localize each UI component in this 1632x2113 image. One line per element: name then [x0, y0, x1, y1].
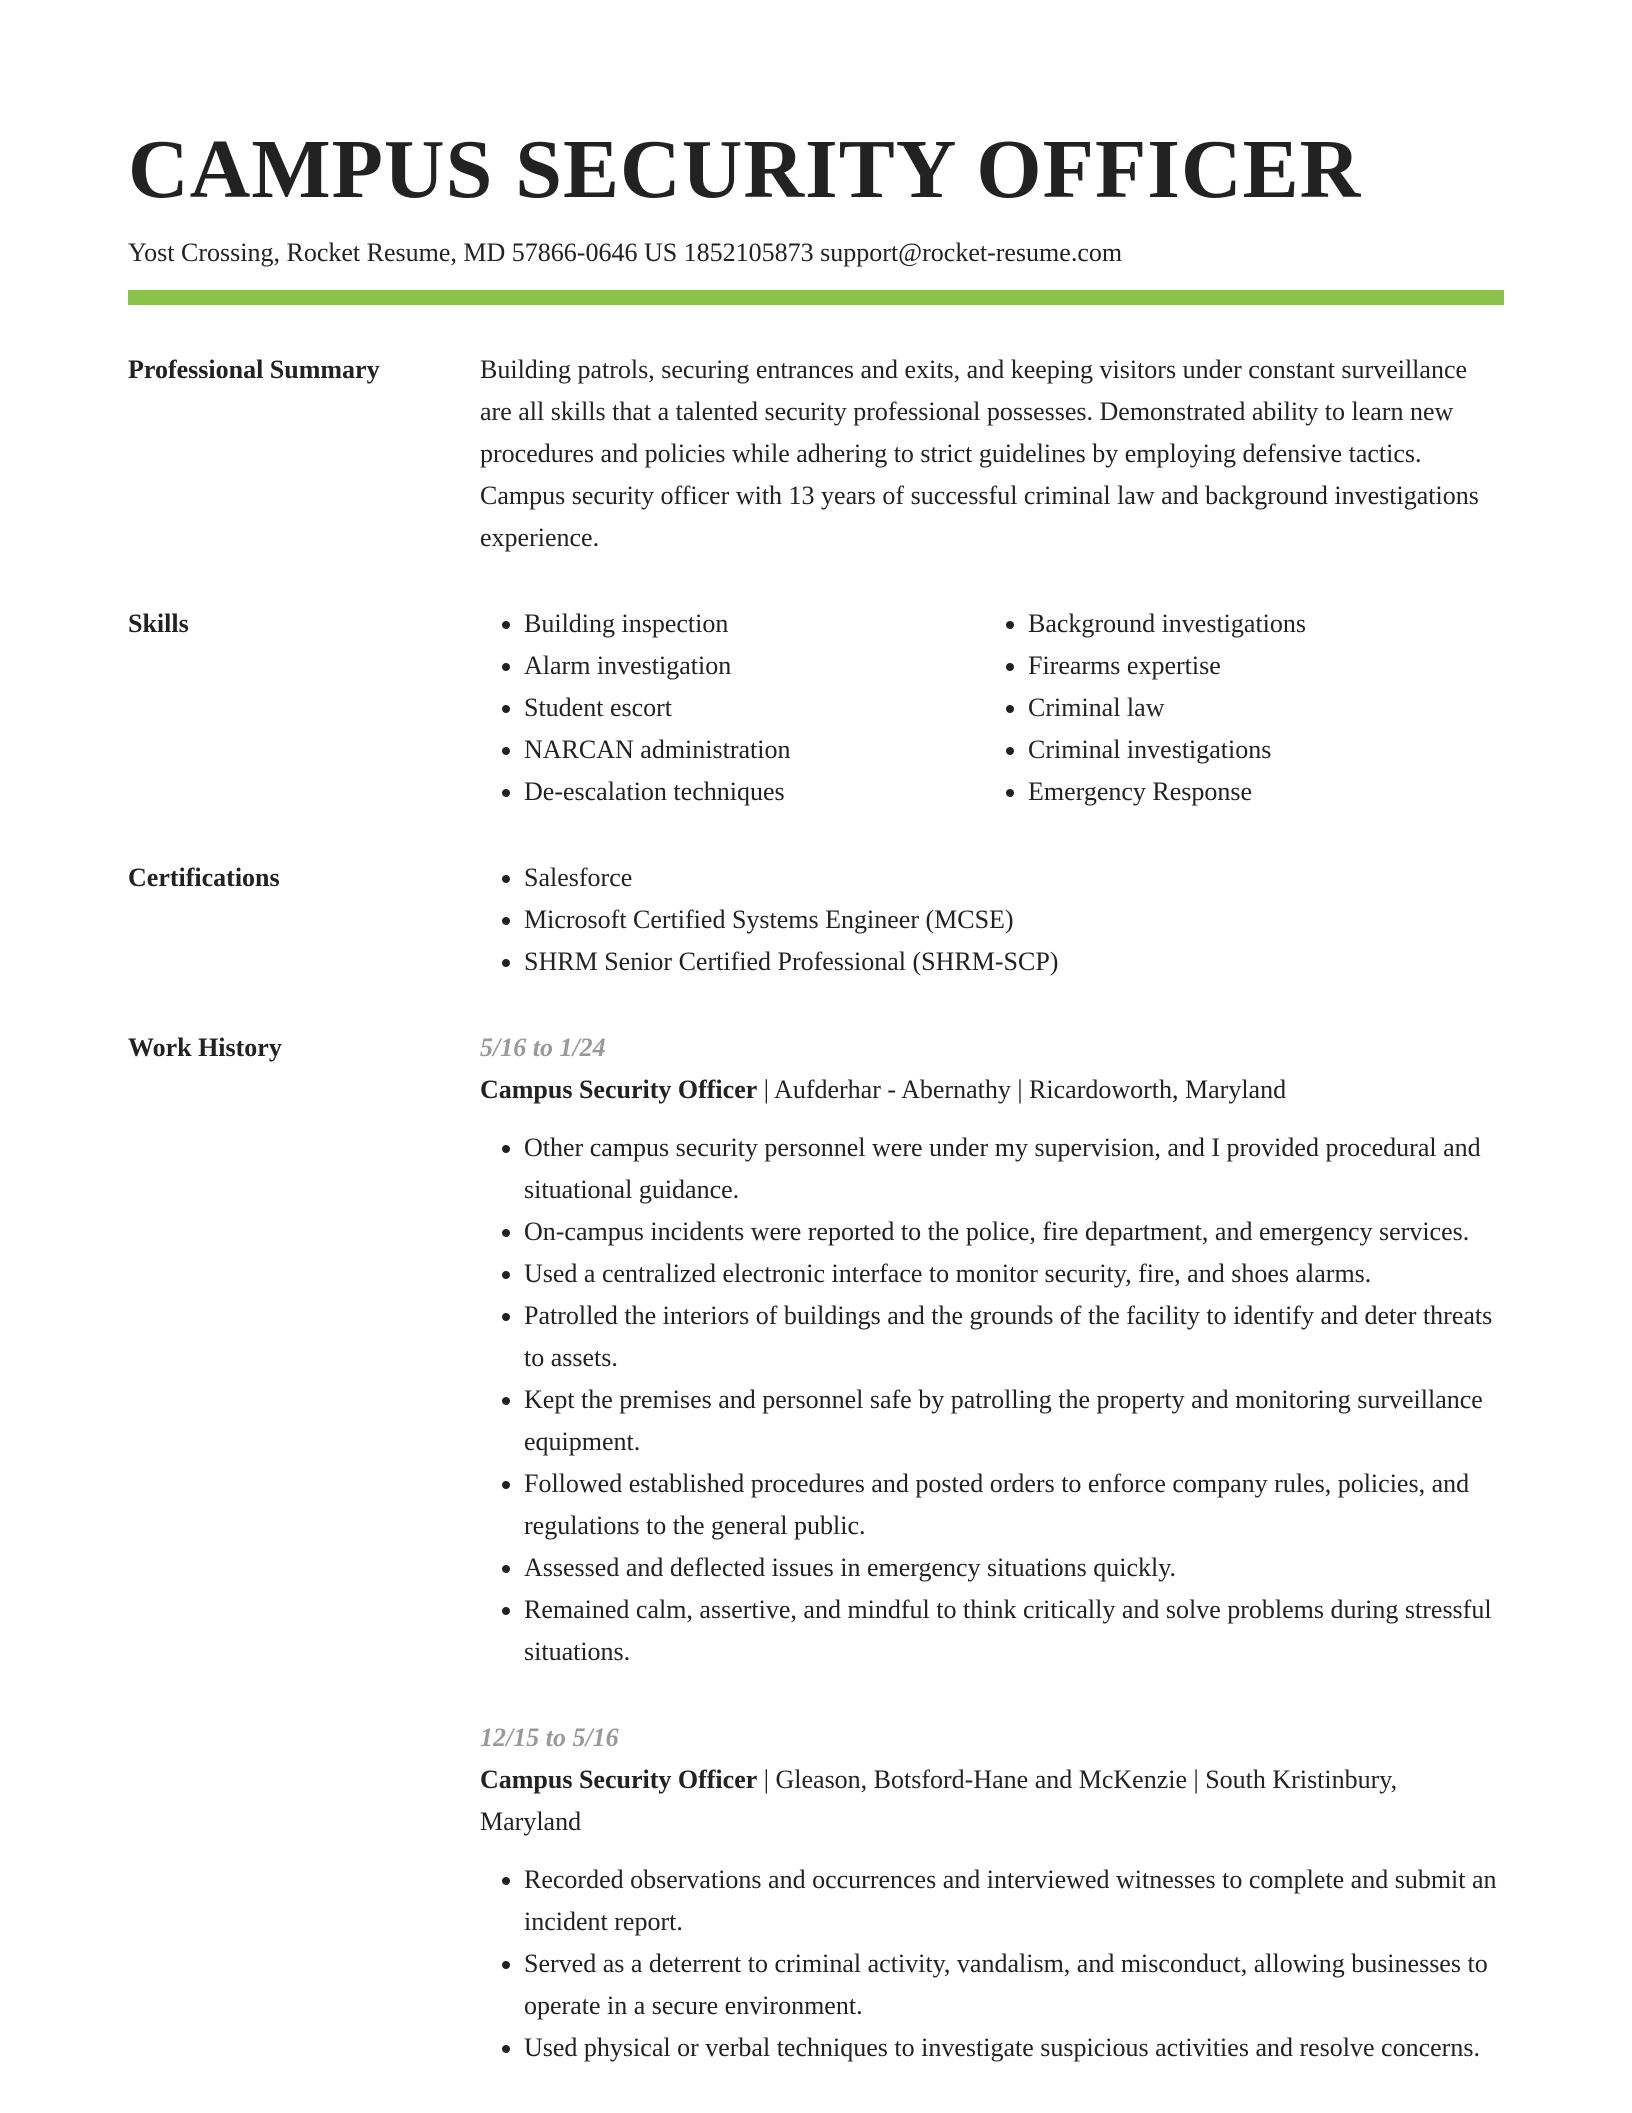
job-bullet: • Used physical or verbal techniques to investigate suspicious activities and resolve concerns. [524, 2027, 1504, 2069]
job-bullet: • On-campus incidents were reported to the police, fire department, and emergency services. [524, 1211, 1504, 1253]
skills-list-right [984, 603, 1504, 813]
job-employer-location: | Gleason, Botsford-Hane and McKenzie | South Kristinbury, Maryland [480, 1765, 1398, 1836]
work-history-section [128, 1027, 1504, 2113]
job-employer-location: | Aufderhar - Abernathy | Ricardoworth, Maryland [757, 1075, 1287, 1104]
skill-item: • Criminal law [1028, 687, 1504, 729]
skill-item: • Emergency Response [1028, 771, 1504, 813]
skill-item: • Student escort [524, 687, 984, 729]
resume-title: CAMPUS SECURITY OFFICER [128, 123, 1362, 216]
job-bullet: • Remained calm, assertive, and mindful to think critically and solve problems during stressful situations. [524, 1589, 1504, 1673]
job-bullet: • Patrolled the interiors of buildings and the grounds of the facility to identify and deter threats to assets. [524, 1295, 1504, 1379]
skills-label: Skills [128, 609, 189, 638]
job-bullet: • Assessed and deflected issues in emergency situations quickly. [524, 1547, 1504, 1589]
job-heading [480, 1069, 1504, 1111]
certifications-section [128, 857, 1504, 983]
job-entry [480, 1717, 1504, 2069]
skill-item: • Background investigations [1028, 603, 1504, 645]
job-bullet: • Other campus security personnel were under my supervision, and I provided procedural and situational guidance. [524, 1127, 1504, 1211]
job-entry [480, 1027, 1504, 1673]
summary-section [128, 349, 1504, 559]
skills-list-left [480, 603, 984, 813]
skill-item: • Criminal investigations [1028, 729, 1504, 771]
job-bullet: • Kept the premises and personnel safe by patrolling the property and monitoring surveillance equipment. [524, 1379, 1504, 1463]
job-dates: 5/16 to 1/24 [480, 1033, 606, 1062]
summary-text: Building patrols, securing entrances and exits, and keeping visitors under constant surveillance are all skills that a talented security professional possesses. Demonstrated ability to learn new procedures and policies while adhering to strict guidelines by employing defensive tactics. Campus security officer with 13 years of successful criminal law and background investigations experience. [480, 355, 1479, 552]
accent-divider [128, 290, 1504, 305]
job-dates: 12/15 to 5/16 [480, 1723, 619, 1752]
skill-item: • Building inspection [524, 603, 984, 645]
job-title: Campus Security Officer [480, 1765, 758, 1794]
certification-item: • Salesforce [524, 857, 1504, 899]
skill-item: • Firearms expertise [1028, 645, 1504, 687]
job-bullets [480, 1127, 1504, 1673]
job-bullet: • Used a centralized electronic interface to monitor security, fire, and shoes alarms. [524, 1253, 1504, 1295]
resume-page [128, 120, 1504, 2113]
skill-item: • Alarm investigation [524, 645, 984, 687]
job-bullet: • Recorded observations and occurrences and interviewed witnesses to complete and submit an incident report. [524, 1859, 1504, 1943]
job-bullets [480, 1859, 1504, 2069]
certification-item: • SHRM Senior Certified Professional (SHRM-SCP) [524, 941, 1504, 983]
job-title: Campus Security Officer [480, 1075, 758, 1104]
certifications-label: Certifications [128, 863, 280, 892]
contact-line: Yost Crossing, Rocket Resume, MD 57866-0646 US 1852105873 support@rocket-resume.com [128, 238, 1123, 267]
certifications-list [480, 857, 1504, 983]
work-history-label: Work History [128, 1033, 282, 1062]
skill-item: • De-escalation techniques [524, 771, 984, 813]
job-bullet: • Served as a deterrent to criminal activity, vandalism, and misconduct, allowing businesses to operate in a secure environment. [524, 1943, 1504, 2027]
job-bullet: • Followed established procedures and posted orders to enforce company rules, policies, and regulations to the general public. [524, 1463, 1504, 1547]
summary-label: Professional Summary [128, 355, 380, 384]
skill-item: • NARCAN administration [524, 729, 984, 771]
job-heading [480, 1759, 1504, 1843]
skills-section [128, 603, 1504, 813]
certification-item: • Microsoft Certified Systems Engineer (MCSE) [524, 899, 1504, 941]
